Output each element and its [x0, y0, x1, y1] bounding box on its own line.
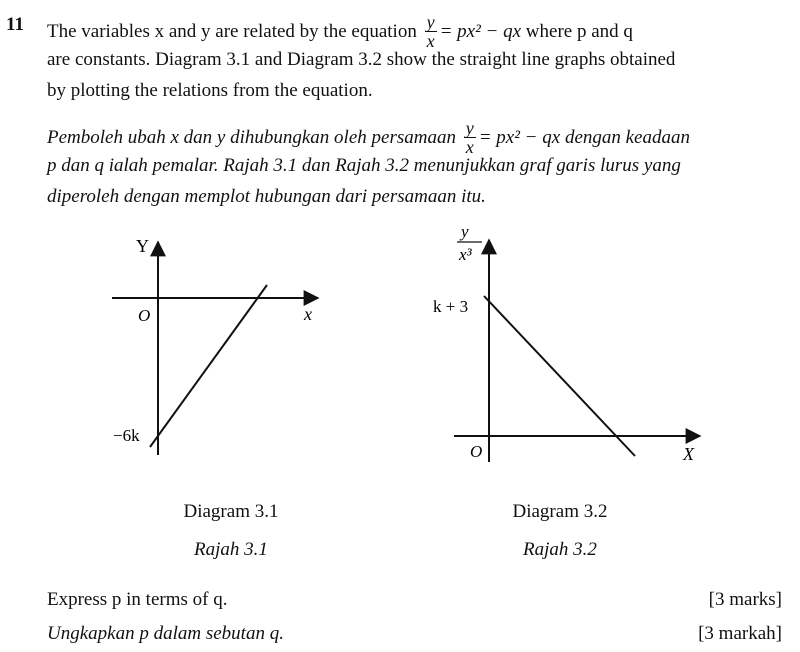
question-ms-line1-a: Pemboleh ubah x dan y dihubungkan oleh persamaan [47, 126, 456, 148]
task-marks-en: [3 marks] [708, 589, 782, 610]
diagram2-origin-label: O [470, 442, 483, 461]
diagram1-x-label: x [304, 304, 312, 324]
equation-rhs-ms: = px² − qx [478, 126, 561, 148]
question-ms-line1-b: dengan keadaan [564, 126, 690, 148]
question-number: 11 [6, 14, 24, 35]
task-ms: Ungkapkan p dalam sebutan q. [47, 623, 284, 644]
question-en-line1 [47, 14, 633, 51]
question-ms-line3: diperoleh dengan memplot hubungan dari persamaan itu. [47, 186, 486, 207]
diagram1-caption-en: Diagram 3.1 [183, 501, 279, 522]
diagram1-origin-label: O [138, 306, 151, 325]
question-en-line2: are constants. Diagram 3.1 and Diagram 3.2 show the straight line graphs obtained [47, 49, 676, 70]
diagram-3-2 [433, 222, 700, 464]
diagram2-caption-ms: Rajah 3.2 [523, 539, 597, 560]
question-ms-line1 [47, 120, 690, 157]
question-ms-line2: p dan q ialah pemalar. Rajah 3.1 dan Rajah 3.2 menunjukkan graf garis lurus yang [47, 155, 681, 176]
equation-fraction: $\frac{y}{x}$ [426, 12, 435, 51]
question-en-line3: by plotting the relations from the equation. [47, 80, 373, 101]
diagram-3-1 [112, 236, 318, 455]
diagram2-caption-en: Diagram 3.2 [512, 501, 608, 522]
question-en-line1-a: The variables x and y are related by the equation [47, 20, 417, 42]
diagram2-y-label-num: y [461, 222, 469, 241]
task-marks-ms: [3 markah] [698, 623, 782, 644]
diagram2-y-label-den: x³ [459, 245, 472, 264]
equation-rhs: = px² − qx [439, 20, 522, 42]
question-en-line1-b: where p and q [525, 20, 633, 42]
diagram2-intercept-label: k + 3 [433, 297, 469, 316]
diagram2-graph-line [484, 296, 635, 456]
equation-fraction-ms: $\frac{y}{x}$ [465, 118, 474, 157]
diagram1-caption-ms: Rajah 3.1 [194, 539, 268, 560]
diagram1-intercept-label: −6k [113, 426, 140, 445]
diagram1-graph-line [150, 285, 267, 447]
task-en: Express p in terms of q. [47, 589, 228, 610]
diagram2-x-label: X [683, 444, 694, 464]
diagram1-y-label: Y [136, 236, 149, 256]
